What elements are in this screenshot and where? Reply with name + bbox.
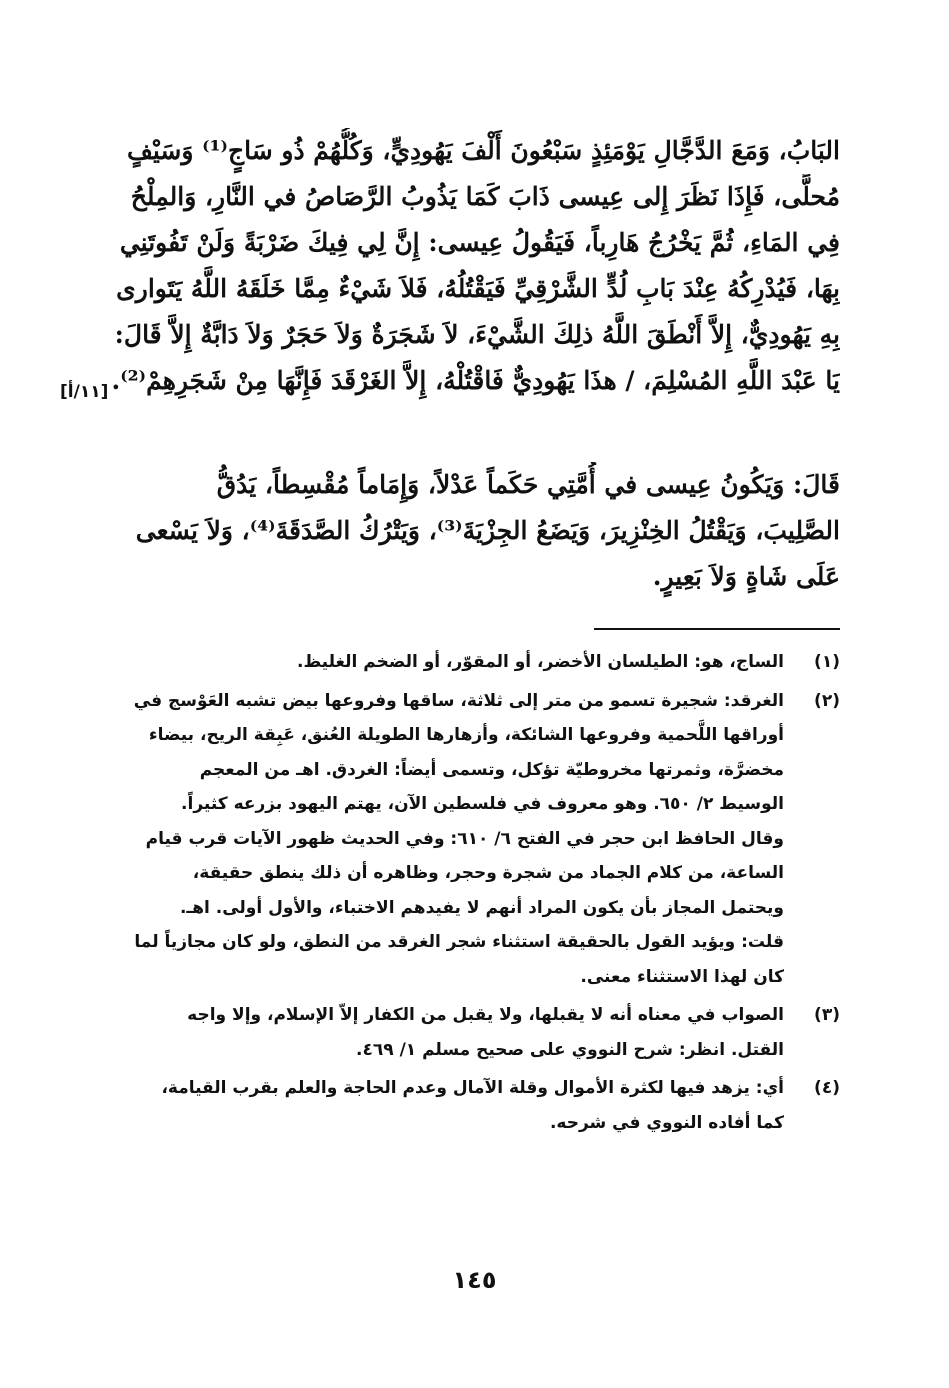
footnote-body [110, 645, 784, 680]
footnote-line: الساعة، من كلام الجماد من شجرة وحجر، وظاهره أن ذلك ينطق حقيقة، [192, 863, 784, 883]
main-line: قَالَ: وَيَكُونُ عِيسى في أُمَّتِي حَكَماً عَدْلاً، وَإِمَاماً مُقْسِطاً، يَدُقُّ [216, 470, 840, 499]
main-line: بِهِ يَهُودِيٌّ، إِلاَّ أَنْطَقَ اللَّهُ ذلِكَ الشَّيْءَ، لاَ شَجَرَةٌ وَلاَ حَجَرٌ وَلاَ دَابَّةٌ إِلاَّ قَالَ: [114, 320, 840, 349]
footnote-body [110, 1071, 784, 1140]
footnote-line: الوسيط ٢/ ٦٥٠. وهو معروف في فلسطين الآن، يهتم اليهود بزرعه كثيراً. [181, 794, 784, 814]
footnote-line: القتل. انظر: شرح النووي على صحيح مسلم ١/ ٤٦٩. [356, 1039, 784, 1060]
footnote-body [110, 998, 784, 1067]
footnote-number: (٢) [814, 690, 840, 711]
footnote-line: الساج، هو: الطيلسان الأخضر، أو المقوّر، أو الضخم الغليظ. [297, 652, 784, 672]
footnote-number: (٣) [814, 1005, 840, 1025]
footnote-4 [110, 1071, 840, 1140]
footnote-line: قلت: ويؤيد القول بالحقيقة استثناء شجر الغرقد من النطق، ولو كان مجازياً لما [134, 932, 784, 952]
footnote-number: (١) [814, 652, 840, 672]
footnote-line: أي: يزهد فيها لكثرة الأموال وقلة الآمال وعدم الحاجة والعلم بقرب القيامة، [161, 1078, 784, 1098]
footnote-2 [110, 684, 840, 995]
main-line: البَابُ، وَمَعَ الدَّجَّالِ يَوْمَئِذٍ سَبْعُونَ أَلْفَ يَهُودِيٍّ، وَكُلُّهُمْ ذُو سَاجٍ⁽¹⁾ وَسَيْفٍ [126, 136, 840, 165]
footnote-line: وقال الحافظ ابن حجر في الفتح ٦/ ٦١٠: وفي الحديث ظهور الآيات قرب قيام [145, 828, 784, 849]
main-line: عَلَى شَاةٍ وَلاَ بَعِيرٍ. [652, 562, 840, 591]
main-paragraph-1 [110, 128, 840, 404]
footnote-number: (٤) [814, 1078, 840, 1098]
footnote-line: ويحتمل المجاز بأن يكون المراد أنهم لا يفيدهم الاختباء، والأول أولى. اهـ. [179, 897, 784, 918]
footnote-body [110, 684, 784, 995]
main-line: بِهَا، فَيُدْرِكُهُ عِنْدَ بَابِ لُدٍّ الشَّرْقِيِّ فَيَقْتُلُهُ، فَلاَ شَيْءٌ مِمَّا خَلَقَهُ اللَّهُ يَتَوارى [116, 274, 840, 303]
main-paragraph-2 [110, 462, 840, 600]
manuscript-folio-reference: [١١/أ] [60, 382, 109, 402]
footnote-3 [110, 998, 840, 1067]
main-line: الصَّلِيبَ، وَيَقْتُلُ الخِنْزِيرَ، وَيَضَعُ الجِزْيَةَ⁽³⁾، وَيَتْرُكُ الصَّدَقَةَ⁽⁴⁾، وَلاَ يَسْعى [135, 516, 840, 545]
footnotes [110, 645, 840, 1144]
footnote-line: مخضرَّة، وثمرتها مخروطيّة تؤكل، وتسمى أيضاً: الغردق. اهـ من المعجم [199, 759, 784, 780]
footnote-line: كان لهذا الاستثناء معنى. [580, 966, 784, 987]
footnote-line: الغرقد: شجيرة تسمو من متر إلى ثلاثة، ساقها وفروعها بيض تشبه العَوْسج في [133, 690, 784, 711]
main-line: فِي المَاءِ، ثُمَّ يَخْرُجُ هَارِباً، فَيَقُولُ عِيسى: إِنَّ لِي فِيكَ ضَرْبَةً وَلَنْ تَفُوتَنِي [119, 228, 840, 257]
main-line: يَا عَبْدَ اللَّهِ المُسْلِمَ، / هذَا يَهُودِيٌّ فَاقْتُلْهُ، إِلاَّ الغَرْقَدَ فَإِنَّهَا مِنْ شَجَرِهِمْ⁽²⁾. [111, 366, 840, 395]
footnote-separator [594, 628, 840, 630]
page-number: ١٤٥ [452, 1266, 497, 1294]
footnote-line: كما أفاده النووي في شرحه. [549, 1112, 784, 1133]
main-line: مُحلًّى، فَإِذَا نَظَرَ إِلى عِيسى ذَابَ كَمَا يَذُوبُ الرَّصَاصُ في النَّارِ، وَالمِلْحُ [130, 182, 840, 211]
footnote-1 [110, 645, 840, 680]
footnote-line: أوراقها اللَّحمية وفروعها الشائكة، وأزهارها الطويلة العُنق، عَبِقة الريح، بيضاء [148, 725, 784, 745]
footnote-line: الصواب في معناه أنه لا يقبلها، ولا يقبل من الكفار إلاّ الإسلام، وإلا واجه [187, 1005, 784, 1025]
